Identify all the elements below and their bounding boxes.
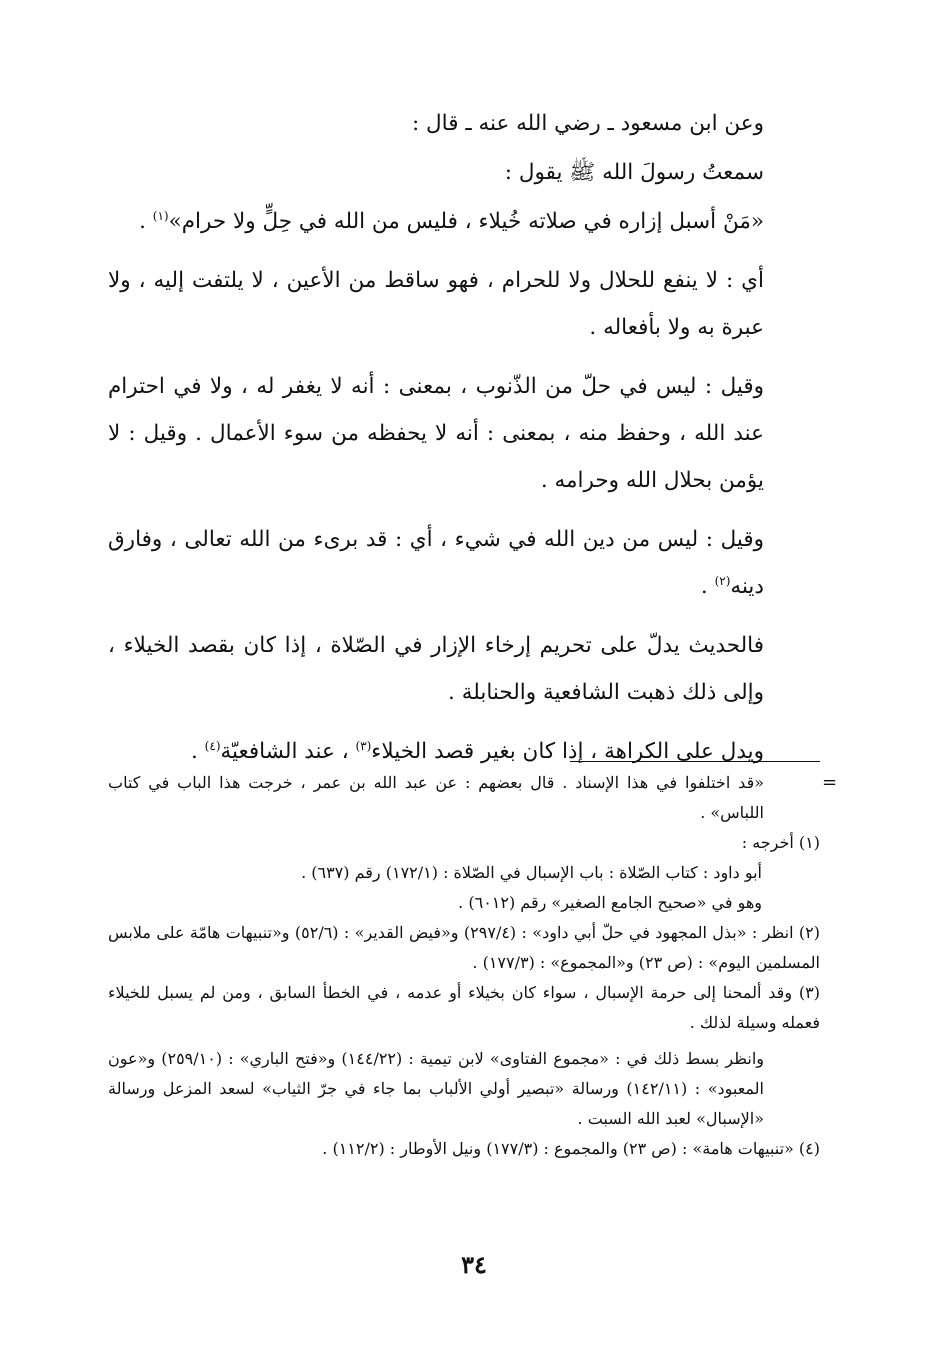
paragraph-6: وقيل : ليس من دين الله في شيء ، أي : قد برىء من الله تعالى ، وفارق دينه$^{(٢)}$ . xyxy=(108,527,764,599)
footnote-1-source: أبو داود : كتاب الصّلاة : باب الإسبال في الصّلاة : (١٧٢/١) رقم (٦٣٧) . xyxy=(301,863,762,882)
continuation-mark: = xyxy=(822,772,838,793)
footnote-ref-2[interactable]: (٢) xyxy=(714,573,731,588)
main-text xyxy=(108,100,820,787)
footnote-divider xyxy=(570,761,820,762)
page-number: ٣٤ xyxy=(461,1250,487,1279)
hadith-text: «مَنْ أسبل إزاره في صلاته خُيلاء ، فليس من الله في حِلٍّ ولا حرام»$^{(١)}$ . xyxy=(139,208,764,234)
footnote-ref-4[interactable]: (٤) xyxy=(204,738,221,753)
footnote-ref-3[interactable]: (٣) xyxy=(355,738,372,753)
footnote-1-note: وهو في «صحيح الجامع الصغير» رقم (٦٠١٢) . xyxy=(458,893,762,912)
footnote-continuation: «قد اختلفوا في هذا الإسناد . قال بعضهم : عن عبد الله بن عمر ، خرجت هذا الباب في كتاب اللباس» . xyxy=(108,773,765,822)
footnote-3-further: وانظر بسط ذلك في : «مجموع الفتاوى» لابن تيمية : (١٤٤/٢٢) و«فتح الباري» : (٢٥٩/١٠) و«عون المعبود» : (١٤٢/١١) ورسالة «تبصير أولي الألباب بما جاء في جرّ الثياب» لسعد المزعل ورسالة «الإسبال» لعبد الله السبت . xyxy=(108,1049,765,1128)
footnote-3: (٣) وقد ألمحنا إلى حرمة الإسبال ، سواء كان بخيلاء أو عدمه ، في الخطأ السابق ، ومن لم يسبل للخيلاء فعمله وسيلة لذلك . xyxy=(108,983,820,1032)
paragraph-1: وعن ابن مسعود ـ رضي الله عنه ـ قال : xyxy=(411,111,764,136)
paragraph-4: أي : لا ينفع للحلال ولا للحرام ، فهو ساقط من الأعين ، لا يلتفت إليه ، ولا عبرة به ولا بأفعاله . xyxy=(108,268,764,340)
paragraph-8: ويدل على الكراهة ، إذا كان بغير قصد الخيلاء$^{(٣)}$ ، عند الشافعيّة$^{(٤)}$ . xyxy=(191,738,764,764)
paragraph-7: فالحديث يدلّ على تحريم إرخاء الإزار في الصّلاة ، إذا كان بقصد الخيلاء ، وإلى ذلك ذهبت الشافعية والحنابلة . xyxy=(108,633,764,705)
footnote-1-heading: (١) أخرجه : xyxy=(741,833,820,852)
paragraph-2: سمعتُ رسولَ الله ﷺ يقول : xyxy=(504,160,764,185)
footnote-ref-1[interactable]: (١) xyxy=(152,208,169,223)
footnote-4: (٤) «تنبيهات هامة» : (ص ٢٣) والمجموع : (١٧٧/٣) ونيل الأوطار : (١١٢/٢) . xyxy=(322,1139,820,1158)
footnotes xyxy=(108,768,820,1164)
paragraph-5: وقيل : ليس في حلّ من الذّنوب ، بمعنى : أنه لا يغفر له ، ولا في احترام عند الله ، وحفظ منه ، بمعنى : أنه لا يحفظه من سوء الأعمال . وقيل : لا يؤمن بحلال الله وحرامه . xyxy=(108,374,764,493)
footnote-2: (٢) انظر : «بذل المجهود في حلّ أبي داود» : (٢٩٧/٤) و«فيض القدير» : (٥٢/٦) و«تنبيهات هامّة على ملابس المسلمين اليوم» : (ص ٢٣) و«المجموع» : (١٧٧/٣) . xyxy=(108,923,820,972)
